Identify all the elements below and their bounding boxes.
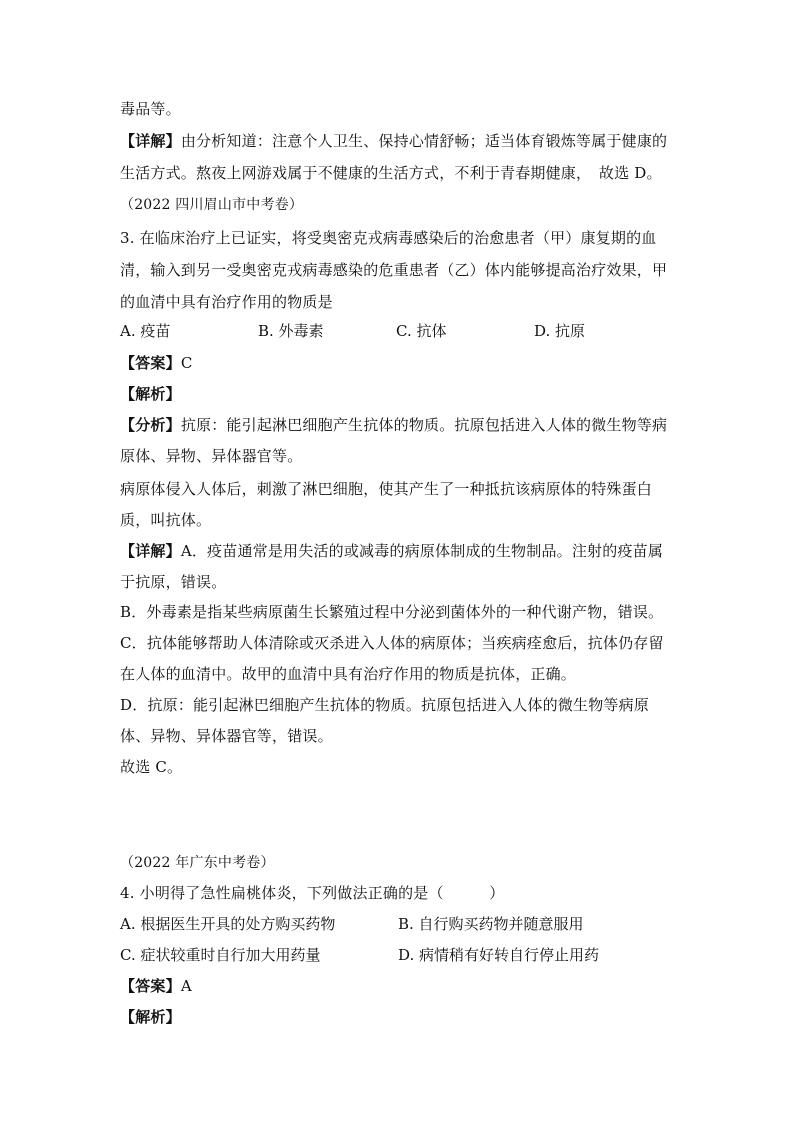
question-4-option-d: D. 病情稍有好转自行停止用药 [398, 946, 600, 964]
text-line: 体、异物、异体器官等，错误。 [120, 727, 333, 745]
question-3-answer [120, 352, 193, 374]
text-line: 原体、异物、异体器官等。 [120, 447, 303, 465]
question-3-option-d: D. 抗原 [534, 322, 586, 340]
question-3-option-c: C. 抗体 [396, 322, 447, 340]
question-4-option-c: C. 症状较重时自行加大用药量 [120, 946, 321, 964]
detail-text: A．疫苗通常是用失活的或减毒的病原体制成的生物制品。注射的疫苗属 [180, 542, 664, 560]
question-4-option-a: A. 根据医生开具的处方购买药物 [120, 915, 336, 933]
detail-paragraph [120, 540, 663, 562]
detail-tag: 【详解】 [120, 132, 181, 150]
analysis-heading: 【解析】 [120, 1008, 181, 1026]
question-source: （2022 年广东中考卷） [120, 855, 275, 871]
text-line: 生活方式。熬夜上网游戏属于不健康的生活方式，不利于青春期健康， 故选 D。 [120, 164, 662, 182]
question-3-stem: 3. 在临床治疗上已证实，将受奥密克戎病毒感染后的治愈患者（甲）康复期的血 [120, 229, 657, 247]
text-line: 病原体侵入人体后，刺激了淋巴细胞，使其产生了一种抵抗该病原体的特殊蛋白 [120, 480, 653, 498]
answer-tag: 【答案】 [120, 977, 181, 995]
conclusion-line: 故选 C。 [120, 758, 183, 776]
answer-value: C [180, 354, 193, 372]
question-4-answer [120, 975, 192, 997]
question-3-option-a: A. 疫苗 [120, 322, 171, 340]
text-line: 在人体的血清中。故甲的血清中具有治疗作用的物质是抗体，正确。 [120, 665, 577, 683]
detail-paragraph [120, 130, 667, 152]
text-line: 于抗原，错误。 [120, 573, 227, 591]
text-line: B．外毒素是指某些病原菌生长繁殖过程中分泌到菌体外的一种代谢产物，错误。 [120, 603, 664, 621]
question-4-stem: 4. 小明得了急性扁桃体炎，下列做法正确的是（ ） [120, 884, 505, 902]
answer-tag: 【答案】 [120, 354, 181, 372]
analysis-tag: 【分析】 [120, 416, 181, 434]
text-line: C．抗体能够帮助人体清除或灭杀进入人体的病原体；当疾病痊愈后，抗体仍存留 [120, 634, 664, 652]
question-3-option-b: B. 外毒素 [258, 322, 324, 340]
detail-tag: 【详解】 [120, 542, 181, 560]
question-source: （2022 四川眉山市中考卷） [120, 197, 304, 213]
text-line: 质，叫抗体。 [120, 511, 212, 529]
question-4-option-b: B. 自行购买药物并随意服用 [398, 915, 584, 933]
analysis-heading: 【解析】 [120, 385, 181, 403]
question-3-stem: 的血清中具有治疗作用的物质是 [120, 293, 333, 311]
question-3-stem: 清，输入到另一受奥密克戎病毒感染的危重患者（乙）体内能够提高治疗效果，甲 [120, 261, 668, 279]
detail-text: 由分析知道：注意个人卫生、保持心情舒畅；适当体育锻炼等属于健康的 [180, 132, 668, 150]
answer-value: A [180, 977, 192, 995]
text-line: 毒品等。 [120, 100, 181, 118]
text-line: D．抗原：能引起淋巴细胞产生抗体的物质。抗原包括进入人体的微生物等病原 [120, 696, 650, 714]
analysis-paragraph [120, 414, 667, 436]
analysis-text: 抗原：能引起淋巴细胞产生抗体的物质。抗原包括进入人体的微生物等病 [180, 416, 668, 434]
